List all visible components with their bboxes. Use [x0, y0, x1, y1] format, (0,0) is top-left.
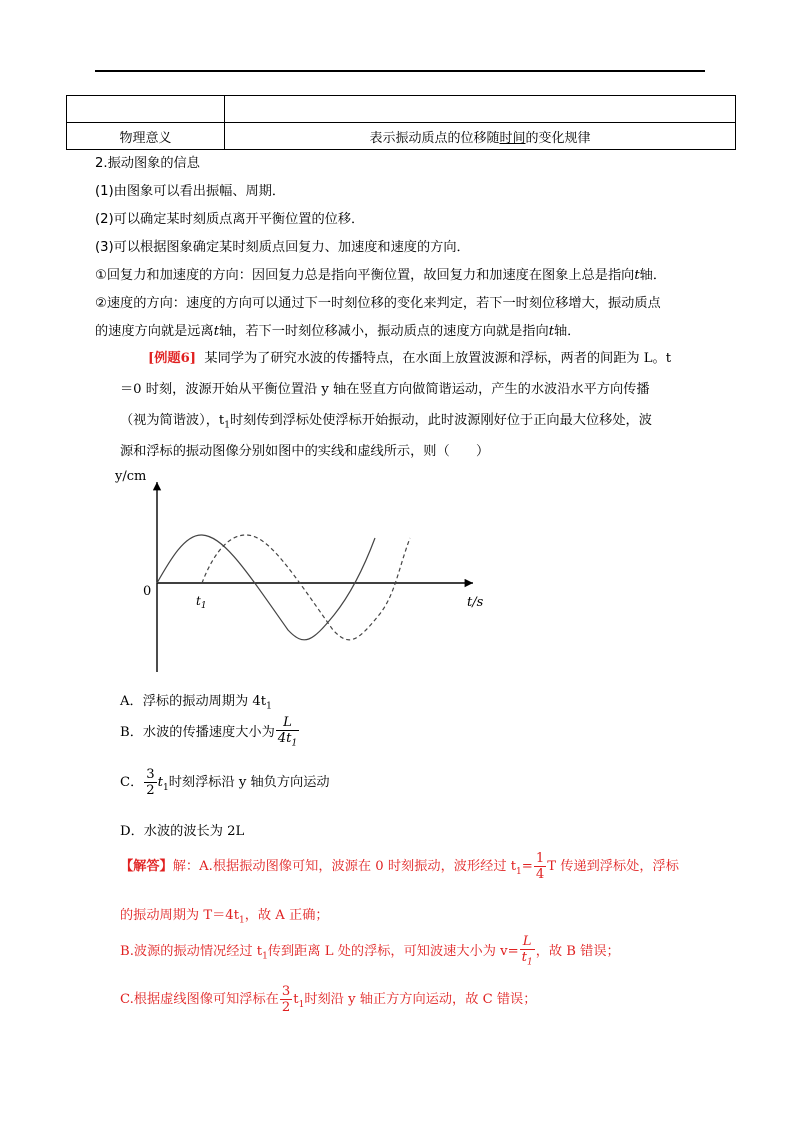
table-cell [67, 96, 225, 123]
example-tag: [例题6] [148, 351, 197, 366]
option-b: B．水波的传播速度大小为 $\frac{L}{4t_1}$ [120, 715, 298, 749]
example-line: （视为简谐波），$t_1$时刻传到浮标处使浮标开始振动，此时波源刚好位于正向最大位移处，波 [120, 413, 652, 431]
option-a: A．浮标的振动周期为 $4t_1$ [120, 694, 272, 712]
t1-label: $t_1$ [196, 594, 207, 611]
origin-label: 0 [143, 584, 152, 599]
x-axis-label: t/s [467, 595, 484, 610]
answer-line: B.波源的振动情况经过 $t_1$传到距离 L 处的浮标，可知波速大小为 v= $\frac{L}{t_1}$ ，故 B 错误； [120, 934, 620, 968]
table-cell [225, 96, 736, 123]
answer-line: 【解答】解：A.根据振动图像可知，波源在 0 时刻振动，波形经过 $t_1=$ $\frac{1}{4}$ T 传递到浮标处，浮标 [120, 851, 679, 883]
vibration-graph [95, 460, 505, 680]
buoy-curve-dashed [202, 535, 410, 640]
list-item: (2)可以确定某时刻质点离开平衡位置的位移． [95, 212, 365, 227]
info-table [66, 95, 736, 150]
list-item: ②速度的方向：速度的方向可以通过下一时刻位移的变化来判定，若下一时刻位移增大，振动质点 [95, 296, 661, 311]
answer-line: 的振动周期为 $T=4t_1$，故 A 正确； [120, 908, 329, 926]
table-row [67, 96, 736, 123]
option-d: D．水波的波长为 2L [120, 824, 245, 839]
example-line: [例题6] 某同学为了研究水波的传播特点，在水面上放置波源和浮标，两者的间距为 L。t [148, 351, 672, 366]
answer-line: C.根据虚线图像可知浮标在 $\frac{3}{2}$ $t_1$时刻沿 y 轴正方方向运动，故 C 错误； [120, 984, 537, 1016]
list-item: ①回复力和加速度的方向：因回复力总是指向平衡位置，故回复力和加速度在图象上总是指向t轴． [95, 268, 667, 283]
list-item: (1)由图象可以看出振幅、周期． [95, 184, 286, 199]
answer-tag: 【解答】 [120, 859, 173, 875]
header-rule [95, 70, 705, 72]
table-cell-label: 物理意义 [67, 123, 225, 150]
table-row [67, 123, 736, 150]
example-line: ＝0 时刻，波源开始从平衡位置沿 y 轴在竖直方向做简谐运动，产生的水波沿水平方向传播 [120, 382, 650, 397]
list-item: (3)可以根据图象确定某时刻质点回复力、加速度和速度的方向． [95, 240, 470, 255]
table-cell-value: 表示振动质点的位移随时间的变化规律 [225, 123, 736, 150]
example-line: 源和浮标的振动图像分别如图中的实线和虚线所示，则（ ） [120, 444, 490, 459]
list-item: 的速度方向就是远离t轴，若下一时刻位移减小，振动质点的速度方向就是指向t轴． [95, 324, 581, 339]
option-c: C． $\frac{3}{2}$ $t_1$时刻浮标沿 y 轴负方向运动 [120, 767, 330, 799]
source-curve-solid [157, 535, 375, 640]
section-heading: 2.振动图象的信息 [95, 156, 200, 171]
y-axis-label: y/cm [115, 469, 147, 484]
